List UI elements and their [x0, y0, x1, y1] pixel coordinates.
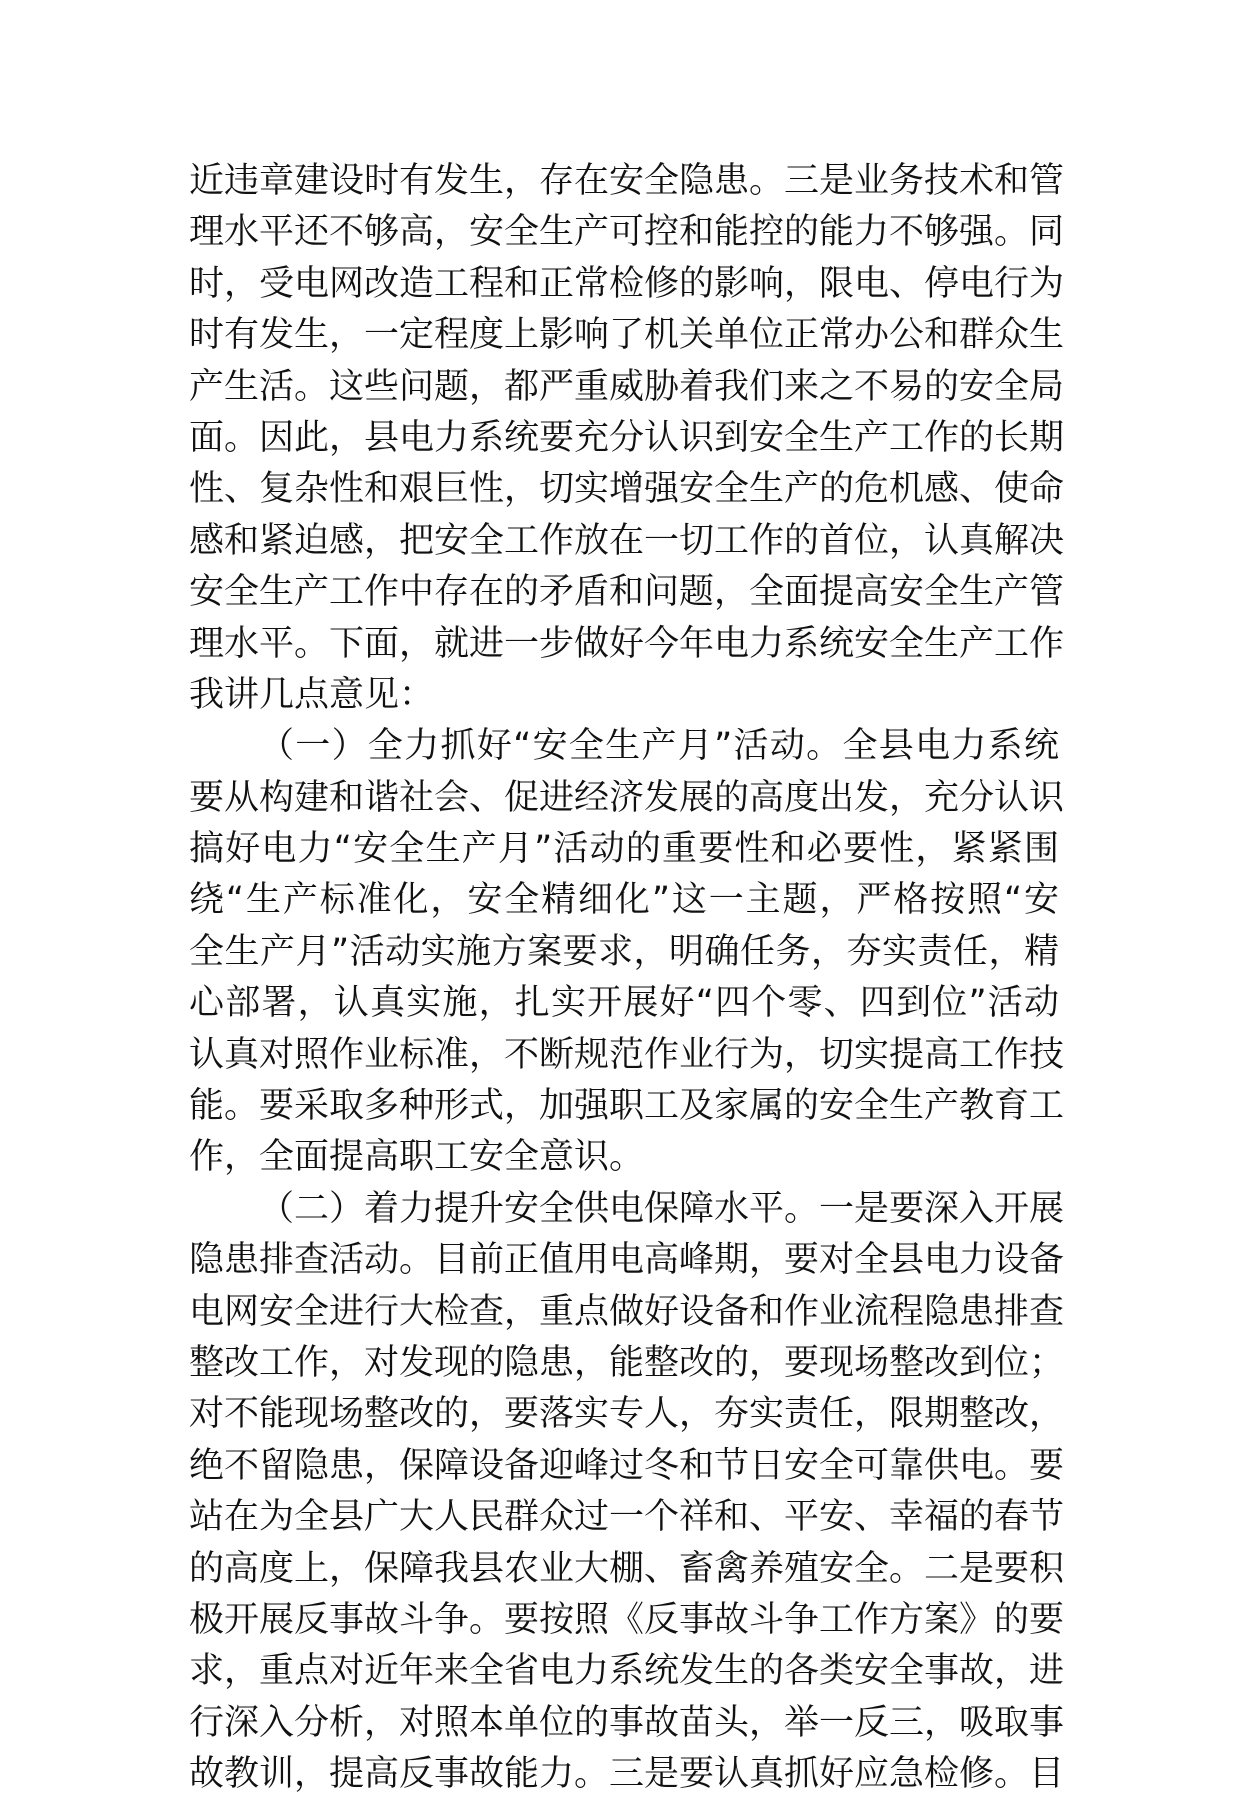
text-line-29: 极开展反事故斗争。要按照《反事故斗争工作方案》的要	[189, 1599, 1065, 1640]
text-line-9: 安全生产工作中存在的矛盾和问题，全面提高安全生产管	[189, 572, 1065, 613]
text-line-32: 故教训，提高反事故能力。三是要认真抓好应急检修。目	[189, 1754, 1065, 1795]
text-line-14: 搞好电力“安全生产月”活动的重要性和必要性，紧紧围	[189, 829, 1059, 870]
text-line-8: 感和紧迫感，把安全工作放在一切工作的首位，认真解决	[189, 520, 1065, 561]
body-text	[189, 156, 1065, 1801]
text-line-7: 性、复杂性和艰巨性，切实增强安全生产的危机感、使命	[189, 469, 1065, 510]
text-line-24: 整改工作，对发现的隐患，能整改的，要现场整改到位；	[189, 1342, 1065, 1383]
text-line-23: 电网安全进行大检查，重点做好设备和作业流程隐患排查	[189, 1291, 1065, 1332]
text-line-19: 能。要采取多种形式，加强职工及家属的安全生产教育工	[189, 1086, 1065, 1127]
text-line-18: 认真对照作业标准，不断规范作业行为，切实提高工作技	[189, 1034, 1065, 1075]
text-line-20: 作，全面提高职工安全意识。	[189, 1137, 645, 1178]
text-line-26: 绝不留隐患，保障设备迎峰过冬和节日安全可靠供电。要	[189, 1445, 1065, 1486]
text-line-28: 的高度上，保障我县农业大棚、畜禽养殖安全。二是要积	[189, 1548, 1065, 1589]
text-line-15: 绕“生产标准化，安全精细化”这一主题，严格按照“安	[189, 880, 1059, 921]
text-line-4: 时有发生，一定程度上影响了机关单位正常办公和群众生	[189, 315, 1065, 356]
section-heading-1: （一）全力抓好“安全生产月”活动。全县电力系统	[259, 726, 1059, 767]
text-line-27: 站在为全县广大人民群众过一个祥和、平安、幸福的春节	[189, 1497, 1065, 1538]
text-line-22: 隐患排查活动。目前正值用电高峰期，要对全县电力设备	[189, 1240, 1065, 1281]
section-heading-2: （二）着力提升安全供电保障水平。一是要深入开展	[259, 1188, 1065, 1229]
text-line-2: 理水平还不够高，安全生产可控和能控的能力不够强。同	[189, 212, 1065, 253]
text-line-31: 行深入分析，对照本单位的事故苗头，举一反三，吸取事	[189, 1702, 1065, 1743]
text-line-30: 求，重点对近年来全省电力系统发生的各类安全事故，进	[189, 1651, 1065, 1692]
text-line-16: 全生产月”活动实施方案要求，明确任务，夯实责任，精	[189, 931, 1059, 972]
text-line-17: 心部署，认真实施，扎实开展好“四个零、四到位”活动	[189, 983, 1059, 1024]
text-line-3: 时，受电网改造工程和正常检修的影响，限电、停电行为	[189, 263, 1065, 304]
text-line-11: 我讲几点意见：	[189, 674, 435, 715]
text-line-10: 理水平。下面，就进一步做好今年电力系统安全生产工作	[189, 623, 1065, 664]
text-line-13: 要从构建和谐社会、促进经济发展的高度出发，充分认识	[189, 777, 1065, 818]
text-line-6: 面。因此，县电力系统要充分认识到安全生产工作的长期	[189, 417, 1065, 458]
text-line-1: 近违章建设时有发生，存在安全隐患。三是业务技术和管	[189, 161, 1065, 201]
text-line-25: 对不能现场整改的，要落实专人，夯实责任，限期整改，	[189, 1394, 1065, 1435]
text-line-5: 产生活。这些问题，都严重威胁着我们来之不易的安全局	[189, 366, 1065, 407]
